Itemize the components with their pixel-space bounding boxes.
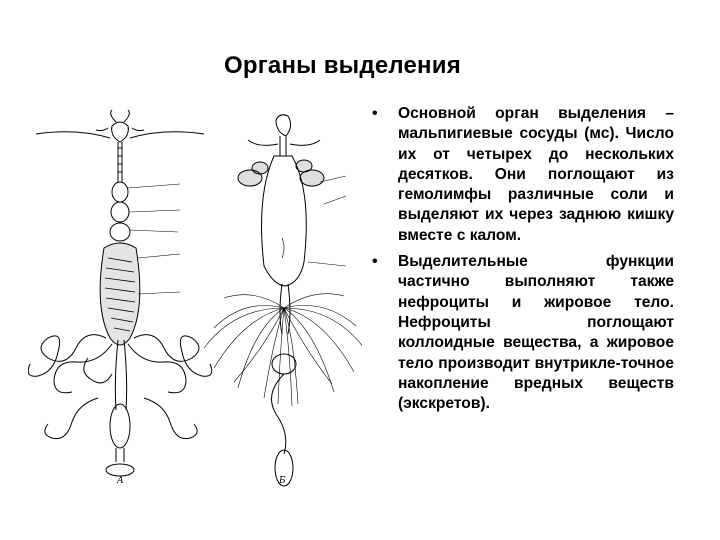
figure-a-drawing (28, 110, 212, 476)
digestive-excretory-system-illustration (28, 108, 362, 500)
figure-b-drawing (204, 115, 362, 486)
bullet-list (372, 104, 674, 420)
figure-b-caption: Б (279, 476, 286, 486)
figure-a-caption: А (117, 476, 124, 486)
bullet-item-2 (372, 252, 674, 414)
bullet-text-2: Выделительные функции частично выполняют также нефроциты и жировое тело. Нефроциты поглощают коллоидные вещества, а жировое тело производит внутрикле-точное накопление вредных веществ (экскретов). (398, 253, 674, 413)
bullet-icon: • (372, 105, 378, 122)
slide-title: Органы выделения (224, 52, 461, 79)
bullet-icon: • (372, 253, 378, 271)
bullet-item-1 (372, 104, 674, 246)
bullet-text-1: Основной орган выделения – мальпигиевые сосуды (мс). Число их от четырех до нескольких десятков. Они поглощают из гемолимфы различные соли и выделяют их через заднюю кишку вместе с калом. (398, 105, 674, 244)
